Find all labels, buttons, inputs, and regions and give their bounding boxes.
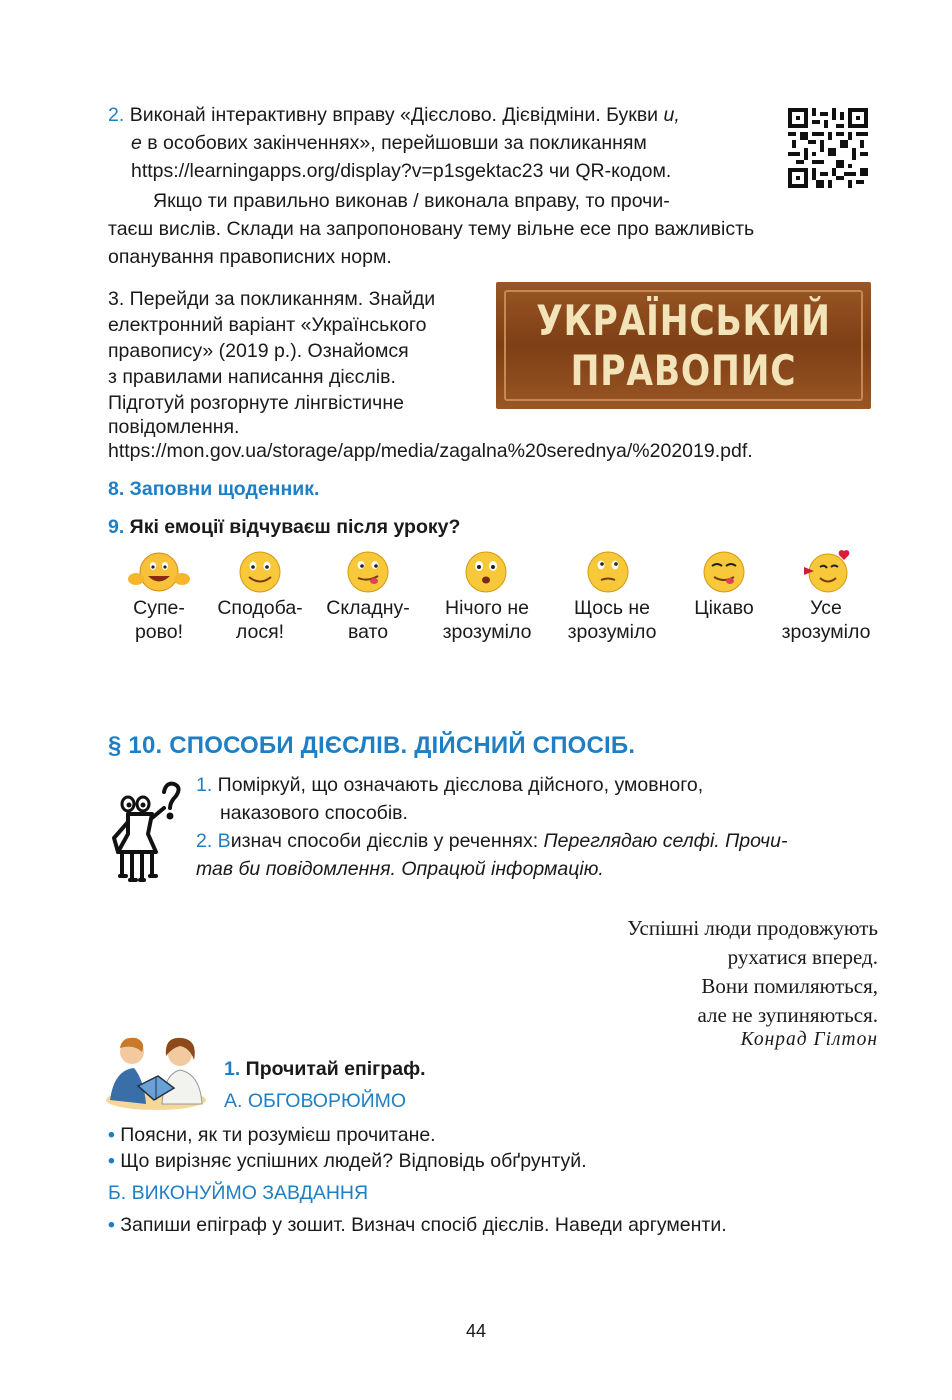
task3-line6: повідомлення. xyxy=(108,416,240,438)
task2-line2 xyxy=(131,130,647,156)
think-q1-line2: наказового способів. xyxy=(220,802,408,824)
liked-emoji-icon[interactable] xyxy=(236,551,284,593)
think-q1-line1 xyxy=(196,772,703,798)
emotion-label-something-not-understood: Щось не зрозуміло xyxy=(567,597,657,643)
task2-italic-e: е xyxy=(131,132,142,154)
epigraph-author: Конрад Гілтон xyxy=(740,1029,878,1050)
subheading-do-tasks: Б. ВИКОНУЙМО ЗАВДАННЯ xyxy=(108,1182,369,1204)
task2-line5: таєш вислів. Склади на запропоновану тему вільне есе про важливість xyxy=(108,218,755,240)
emotion-label-super: Супе- рово! xyxy=(133,597,185,643)
task3-line1: 3. Перейди за покликанням. Знайди xyxy=(108,288,436,310)
think-q1-number: 1. xyxy=(196,774,213,796)
think-q2-italic: Переглядаю селфі. Прочи- xyxy=(543,830,788,852)
epigraph-line1: Успішні люди продовжують xyxy=(627,916,878,940)
task3-line4: з правилами написання дієслів. xyxy=(108,366,396,388)
task1-heading xyxy=(224,1056,426,1082)
emotion-label-interesting: Цікаво xyxy=(694,597,754,619)
emotion-label-difficult: Складну- вато xyxy=(326,597,410,643)
interesting-emoji-icon[interactable] xyxy=(700,551,748,593)
task2-url-line[interactable]: https://learningapps.org/display?v=p1sgektac23 чи QR-кодом. xyxy=(131,160,672,182)
task3-line5: Підготуй розгорнуте лінгвістичне xyxy=(108,392,404,414)
think-q2-line2: тав би повідомлення. Опрацюй інформацію. xyxy=(196,858,604,880)
banner-title-line2: ПРАВОПИС xyxy=(570,346,797,395)
page-number: 44 xyxy=(465,1321,487,1341)
task3-line3: правопису» (2019 р.). Ознайомся xyxy=(108,340,409,362)
task2-text: в особових закінченнях», перейшовши за покликанням xyxy=(141,132,647,154)
bullet-item-2-text: Що вирізняє успішних людей? Відповідь обґрунтуй. xyxy=(114,1150,587,1172)
bullet-item-3-text: Запиши епіграф у зошит. Визнач спосіб дієслів. Наведи аргументи. xyxy=(114,1214,727,1236)
epigraph-line3: Вони помиляються, xyxy=(701,974,878,998)
something-not-understood-emoji-icon[interactable] xyxy=(584,551,632,593)
task8-heading: 8. Заповни щоденник. xyxy=(108,478,320,500)
subheading-discuss: А. ОБГОВОРЮЙМО xyxy=(224,1090,407,1112)
thinking-figure-icon xyxy=(106,778,184,888)
love-emoji-icon[interactable] xyxy=(800,549,856,593)
bullet-item-3 xyxy=(108,1212,727,1238)
task9-heading xyxy=(108,514,460,540)
think-q2-line1 xyxy=(196,828,788,854)
bullet-item-1 xyxy=(108,1122,436,1148)
bullet-dot: • xyxy=(108,1214,115,1236)
think-q1-text: Поміркуй, що означають дієслова дійсного, умовного, xyxy=(212,774,704,796)
super-emoji-icon[interactable] xyxy=(128,551,190,593)
nothing-understood-emoji-icon[interactable] xyxy=(462,551,510,593)
difficult-emoji-icon[interactable] xyxy=(344,551,392,593)
bullet-item-1-text: Поясни, як ти розумієш прочитане. xyxy=(114,1124,436,1146)
task9-text: Які емоції відчуваєш після уроку? xyxy=(124,516,461,538)
bullet-dot: • xyxy=(108,1150,115,1172)
qr-code-icon[interactable] xyxy=(788,108,868,188)
bullet-dot: • xyxy=(108,1124,115,1146)
banner-title-line1: УКРАЇНСЬКИЙ xyxy=(536,296,831,345)
task9-number: 9. xyxy=(108,516,125,538)
epigraph-line2: рухатися вперед. xyxy=(727,945,878,969)
emotion-label-liked: Сподоба- лося! xyxy=(217,597,303,643)
task1-text: Прочитай епіграф. xyxy=(240,1058,426,1080)
pravopys-banner[interactable] xyxy=(496,282,871,409)
task2-text-italic: и, xyxy=(663,104,680,126)
bullet-item-2 xyxy=(108,1148,587,1174)
task2-line1 xyxy=(108,102,680,128)
section-title: § 10. СПОСОБИ ДІЄСЛІВ. ДІЙСНИЙ СПОСІБ. xyxy=(108,732,636,759)
task2-line4: Якщо ти правильно виконав / виконала вправу, то прочи- xyxy=(153,190,670,212)
task2-text: Виконай інтерактивну вправу «Дієслово. Дієвідміни. Букви xyxy=(129,104,664,126)
task3-line2: електронний варіант «Українського xyxy=(108,314,427,336)
task2-number: 2. xyxy=(108,104,125,126)
think-q2-text: изнач способи дієслів у реченнях: xyxy=(230,830,544,852)
students-reading-icon xyxy=(104,1030,208,1112)
think-q2-number: 2. В xyxy=(196,830,231,852)
epigraph-line4: але не зупиняються. xyxy=(697,1003,878,1027)
task1-number: 1. xyxy=(224,1058,241,1080)
emotion-label-nothing-understood: Нічого не зрозуміло xyxy=(442,597,532,643)
task2-line6: опанування правописних норм. xyxy=(108,246,392,268)
epigraph xyxy=(627,914,878,1030)
task3-url[interactable]: https://mon.gov.ua/storage/app/media/zagalna%20serednya/%202019.pdf. xyxy=(108,440,753,462)
emotion-label-all-understood: Усе зрозуміло xyxy=(781,597,871,643)
